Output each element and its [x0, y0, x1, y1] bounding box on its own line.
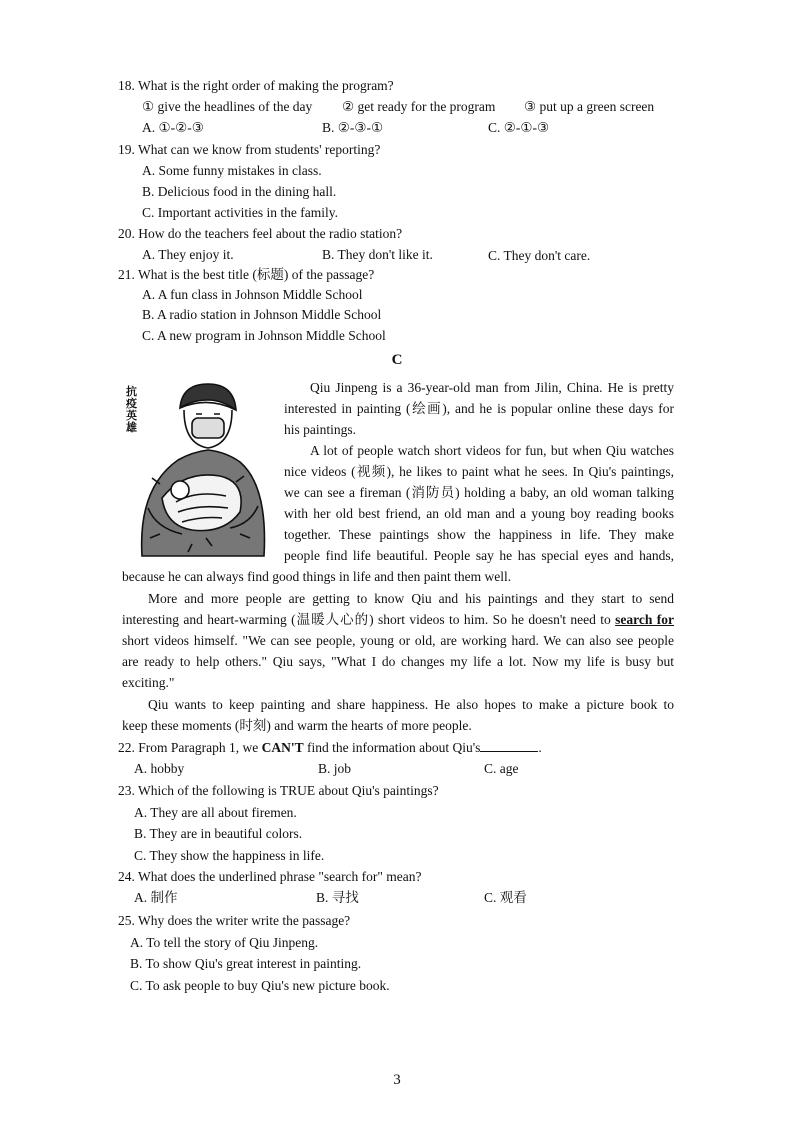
p2-line-7: because he can always find good things in life and then paint them well. [122, 569, 512, 584]
q21-option-c[interactable]: C. A new program in Johnson Middle School [142, 328, 386, 343]
p1-line-2: interested in painting (绘画), and he is popular online these days for [284, 401, 674, 416]
q20-option-c[interactable]: C. They don't care. [488, 248, 591, 263]
q22-option-b[interactable]: B. job [318, 761, 352, 776]
p3-line-2: interesting and heart-warming (温暖人心的) short videos to him. So he doesn't need to search for [122, 612, 674, 627]
q22-stem-post: find the information about Qiu's [303, 740, 481, 755]
q20-option-b[interactable]: B. They don't like it. [322, 247, 433, 262]
underlined-phrase-search-for: search for [615, 612, 674, 627]
q18-item-1: ① give the headlines of the day [142, 99, 313, 114]
figure-caption: 抗疫英雄 [126, 386, 137, 434]
q24-stem: 24. What does the underlined phrase "search for" mean? [118, 869, 422, 884]
q19-stem: 19. What can we know from students' reporting? [118, 142, 381, 157]
q19-option-c[interactable]: C. Important activities in the family. [142, 205, 338, 220]
q22-stem-pre: 22. From Paragraph 1, we [118, 740, 262, 755]
p2-line-6: people find life beautiful. People say he has special eyes and hands, [284, 548, 674, 563]
q21-stem: 21. What is the best title (标题) of the passage? [118, 267, 375, 282]
q24-option-c[interactable]: C. 观看 [484, 890, 527, 905]
fireman-illustration [122, 378, 272, 558]
p2-line-2: nice videos (视频), he likes to paint what he sees. In Qiu's paintings, [284, 464, 674, 479]
p2-line-1: A lot of people watch short videos for fun, but when Qiu watches [310, 443, 674, 458]
q25-stem: 25. Why does the writer write the passage? [118, 913, 351, 928]
q22-option-a[interactable]: A. hobby [134, 761, 185, 776]
q25-option-b[interactable]: B. To show Qiu's great interest in painting. [130, 956, 362, 971]
p3-line-1: More and more people are getting to know Qiu and his paintings and they start to send [148, 591, 674, 606]
p4-line-1: Qiu wants to keep painting and share happiness. He also hopes to make a picture book to [148, 697, 674, 712]
fireman-drawing [122, 378, 272, 558]
q18-item-3: ③ put up a green screen [524, 99, 655, 114]
section-c-title: C [391, 352, 403, 368]
q19-option-a[interactable]: A. Some funny mistakes in class. [142, 163, 322, 178]
q24-option-b[interactable]: B. 寻找 [316, 890, 359, 905]
q18-stem: 18. What is the right order of making the program? [118, 78, 394, 93]
q18-option-b[interactable]: B. ②-③-① [322, 120, 384, 135]
p2-line-5: together. These paintings show the happiness in life. They make [284, 527, 674, 542]
p2-line-4: with her old best friend, an old man and a young boy reading books [284, 506, 674, 521]
p3-line-3: short videos himself. "We can see people, young or old, are working hard. We can also see people [122, 633, 674, 648]
q18-option-c[interactable]: C. ②-①-③ [488, 120, 550, 135]
q25-option-c[interactable]: C. To ask people to buy Qiu's new picture book. [130, 978, 390, 993]
q18-item-2: ② get ready for the program [342, 99, 496, 114]
q21-option-b[interactable]: B. A radio station in Johnson Middle School [142, 307, 382, 322]
q23-option-a[interactable]: A. They are all about firemen. [134, 805, 297, 820]
q23-option-b[interactable]: B. They are in beautiful colors. [134, 826, 303, 841]
q20-option-a[interactable]: A. They enjoy it. [142, 247, 234, 262]
p2-line-3: we can see a fireman (消防员) holding a baby, an old woman talking [284, 485, 674, 500]
p1-line-1: Qiu Jinpeng is a 36-year-old man from Jilin, China. He is pretty [310, 380, 674, 395]
q21-option-a[interactable]: A. A fun class in Johnson Middle School [142, 287, 363, 302]
q22-stem: 22. From Paragraph 1, we CAN'T find the information about Qiu's . [118, 740, 542, 755]
p1-line-3: his paintings. [284, 422, 357, 437]
q22-stem-bold: CAN'T [261, 740, 304, 755]
q19-option-b[interactable]: B. Delicious food in the dining hall. [142, 184, 337, 199]
q23-option-c[interactable]: C. They show the happiness in life. [134, 848, 325, 863]
page-number: 3 [393, 1072, 401, 1088]
q23-stem: 23. Which of the following is TRUE about Qiu's paintings? [118, 783, 439, 798]
q22-answer-blank[interactable] [480, 739, 538, 752]
q20-stem: 20. How do the teachers feel about the radio station? [118, 226, 403, 241]
p3-line-4: are ready to help others." Qiu says, "What I do changes my life a lot. Now my life is busy but [122, 654, 674, 669]
q25-option-a[interactable]: A. To tell the story of Qiu Jinpeng. [130, 935, 319, 950]
p4-line-2: keep these moments (时刻) and warm the hearts of more people. [122, 718, 472, 733]
p3-line-5: exciting." [122, 675, 175, 690]
q22-option-c[interactable]: C. age [484, 761, 519, 776]
q18-option-a[interactable]: A. ①-②-③ [142, 120, 204, 135]
q24-option-a[interactable]: A. 制作 [134, 890, 178, 905]
